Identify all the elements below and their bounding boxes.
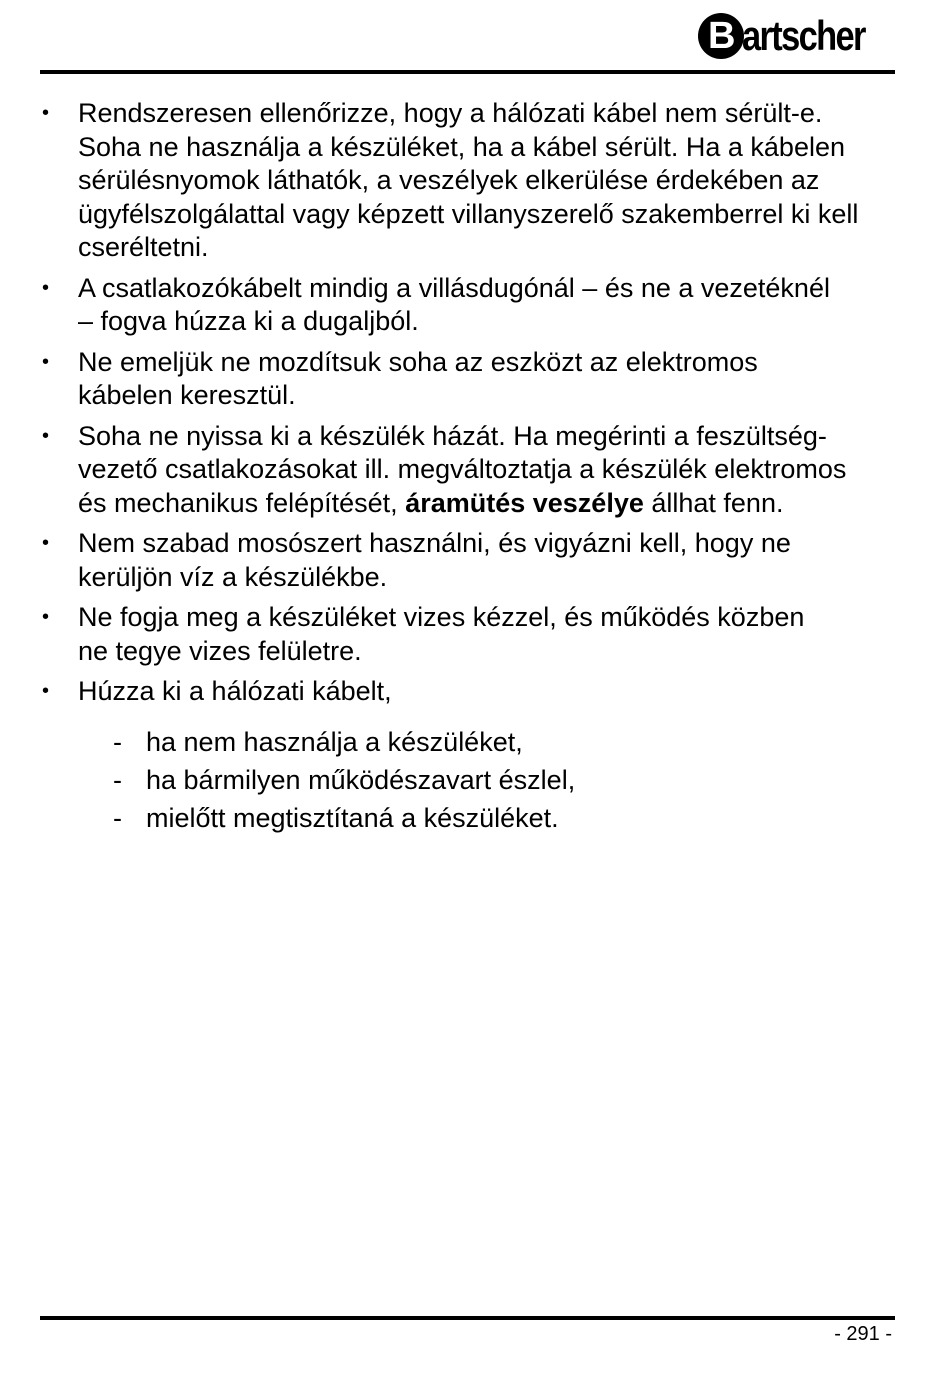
bullet-text: Ne fogja meg a készüléket vizes kézzel, és működés közben ne tegye vizes felületre. xyxy=(78,602,805,666)
bullet-icon: • xyxy=(42,424,50,447)
list-item xyxy=(40,527,920,594)
dash-icon: - xyxy=(113,726,122,757)
header-rule xyxy=(40,70,895,74)
logo-text: artscher xyxy=(742,12,866,59)
bullet-icon: • xyxy=(42,532,50,554)
bullet-text: Húzza ki a hálózati kábelt, xyxy=(78,676,392,706)
bullet-text: Soha ne nyissa ki a készülék házát. Ha megérinti a feszültség- vezető csatlakozásokat ill. megváltoztatja a készülék elektromos és mechanikus felépítését, áramütés veszélye állhat fenn. xyxy=(78,420,847,518)
sub-list-item: - ha nem használja a készüléket, xyxy=(78,723,920,761)
bullet-icon: • xyxy=(42,102,50,124)
sub-list-item: - mielőtt megtisztítaná a készüléket. xyxy=(78,799,920,837)
bullet-icon: • xyxy=(42,680,50,702)
footer-rule xyxy=(40,1316,895,1320)
dash-icon: - xyxy=(113,764,122,795)
logo-mark: B xyxy=(698,13,744,59)
list-item xyxy=(40,601,920,668)
safety-instructions xyxy=(40,97,920,844)
list-item xyxy=(40,346,920,413)
bullet-text: Rendszeresen ellenőrizze, hogy a hálózati kábel nem sérült-e. Soha ne használja a készüléket, ha a kábel sérült. Ha a kábelen sérülésnyomok láthatók, a veszélyek elkerülése érdekében az ügyfélszolgálattal vagy képzett villanyszerelő szakemberrel ki kell cseréltetni. xyxy=(78,98,859,262)
dash-icon: - xyxy=(113,802,122,833)
list-item xyxy=(40,675,920,837)
warning-emphasis: áramütés veszélye xyxy=(405,487,644,518)
bullet-text: Nem szabad mosószert használni, és vigyázni kell, hogy ne kerüljön víz a készülékbe. xyxy=(78,528,791,592)
bullet-list xyxy=(40,97,920,837)
bullet-icon: • xyxy=(42,350,50,373)
list-item xyxy=(40,272,920,339)
list-item xyxy=(40,420,920,521)
bullet-icon: • xyxy=(42,606,50,628)
list-item xyxy=(40,97,920,265)
bullet-text: Ne emeljük ne mozdítsuk soha az eszközt az elektromos kábelen keresztül. xyxy=(78,346,758,410)
bullet-icon: • xyxy=(42,276,50,299)
page-number: - 291 - xyxy=(834,1323,892,1345)
sub-list xyxy=(78,723,920,837)
bullet-text: A csatlakozókábelt mindig a villásdugónál – és ne a vezetéknél – fogva húzza ki a dugaljból. xyxy=(78,272,830,336)
bartscher-logo xyxy=(698,6,892,66)
sub-list-item: - ha bármilyen működészavart észlel, xyxy=(78,761,920,799)
